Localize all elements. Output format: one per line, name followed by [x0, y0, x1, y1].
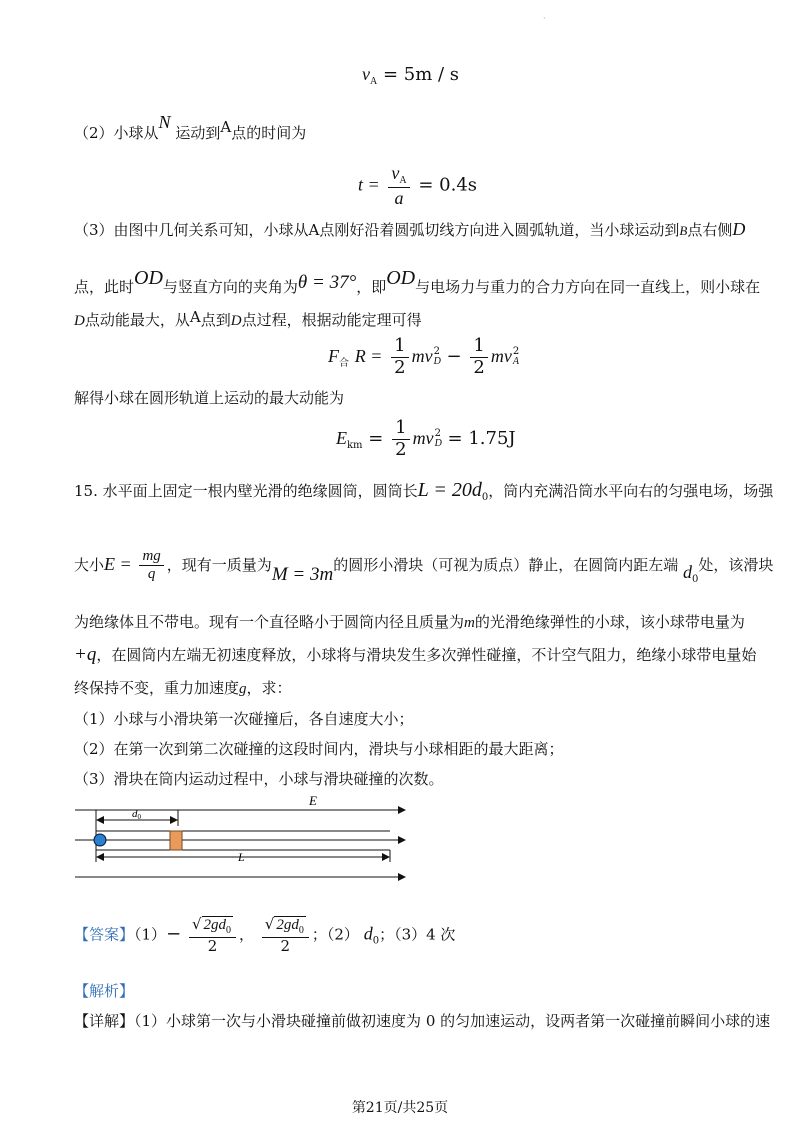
answer-neg: − [166, 923, 182, 945]
q15-line4 [74, 644, 756, 667]
frac-num: mg [139, 548, 163, 566]
frac-den: q [147, 566, 156, 583]
half-num: 1 [470, 336, 487, 358]
q15-text: 大小 [74, 555, 105, 574]
part3-theta: θ = 37° [297, 272, 357, 293]
q15-text: 的圆形小滑块（可视为质点）静止，在圆筒内距左端 [333, 555, 679, 574]
q15-text: 处，该滑块 [698, 555, 774, 574]
q15-m: m [464, 615, 475, 631]
E-label: E [309, 793, 317, 808]
q15-q: +q [74, 644, 97, 665]
q15-E-frac [139, 548, 163, 584]
q15-text: 的光滑绝缘弹性的小球，该小球带电量为 [474, 613, 745, 631]
L-label: L [238, 850, 245, 864]
sqrt-sub: 0 [226, 925, 231, 936]
page-footer: 第21页/共25页 [351, 1100, 449, 1116]
part2-N: N [158, 112, 171, 132]
analysis-tag: 【解析】 [74, 982, 135, 1000]
eq-energy-F-sub: 合 [339, 358, 349, 370]
eq-t-den: a [394, 187, 404, 208]
q15-text: ，求： [246, 679, 292, 697]
d0-label-sub: 0 [137, 813, 141, 821]
tube-figure [60, 790, 420, 890]
answer-d0-sub: 0 [372, 935, 380, 947]
sub-D: D [434, 438, 442, 450]
q15-g: g [239, 681, 247, 697]
eq-energy-mv: mv [411, 346, 433, 367]
answer-d0: d [363, 923, 373, 944]
sqrt-sub: 0 [298, 925, 304, 936]
part2-text1: （2）小球从 [74, 124, 159, 142]
part3-A: A [189, 308, 201, 326]
part3-text: 点动能最大，从 [84, 311, 190, 329]
eq-t-num: v [391, 163, 400, 183]
q15-L: L = 20d [417, 479, 482, 501]
corner-dot: · [543, 14, 546, 23]
q15-sub3: （3）滑块在筒内运动过程中，小球与滑块碰撞的次数。 [74, 770, 444, 788]
eq-t-num-sub: A [399, 175, 407, 186]
half-num: 1 [391, 336, 408, 358]
answer-semi: ； [311, 925, 327, 944]
part3-line1 [74, 219, 745, 241]
sup-2: 2 [433, 346, 440, 358]
sup-2: 2 [434, 428, 441, 440]
part3-text: 与竖直方向的夹角为 [162, 278, 298, 296]
q15-M: M = 3m [271, 563, 334, 585]
q15-text: ，在圆筒内左端无初速度释放，小球将与滑块发生多次弹性碰撞，不计空气阻力，绝缘小球带电量始 [96, 646, 757, 664]
part3-D: D [230, 313, 242, 329]
q15-sub2: （2）在第一次到第二次碰撞的这段时间内，滑块与小球相距的最大距离； [74, 740, 564, 758]
eq-energy-F: F [328, 346, 339, 367]
frac-den: 2 [207, 936, 218, 955]
eq-energy-R: R = [354, 346, 383, 367]
half-den: 2 [395, 438, 407, 460]
half-den: 2 [394, 356, 406, 378]
part3-line2 [74, 266, 761, 296]
eq-vA-sub: A [370, 76, 378, 87]
answer-part1: （1） [134, 925, 167, 944]
q15-text: 为绝缘体且不带电。现有一个直径略小于圆筒内径且质量为 [74, 613, 465, 631]
eq-vA-rhs: = 5m / s [382, 64, 460, 85]
detail-tag: 【详解】 [74, 1012, 135, 1030]
part3-line3 [74, 308, 422, 330]
q15-sub1: （1）小球与小滑块第一次碰撞后，各自速度大小； [74, 710, 414, 728]
eq-t-fraction [388, 163, 409, 208]
part3-OD: OD [134, 267, 163, 289]
sup-2: 2 [512, 346, 520, 358]
answer-line [74, 916, 455, 955]
equation-vA [362, 64, 459, 88]
q15-line5 [74, 679, 292, 698]
part3-text: 与电场力与重力的合力方向在同一直线上，则小球在 [415, 278, 761, 296]
q15-text: 终保持不变，重力加速度 [74, 679, 240, 697]
eq-vA-lhs: v [362, 64, 370, 84]
half-den: 2 [473, 356, 485, 378]
q15-text: ，现有一质量为 [166, 555, 272, 574]
part3-D: D [732, 219, 746, 239]
eq-ekm-mv: mv [412, 428, 434, 449]
answer-tag: 【答案】 [74, 925, 135, 944]
equation-ekm [336, 418, 516, 460]
q15-d0: d [682, 561, 692, 582]
q15-L-sub: 0 [481, 492, 489, 503]
q15-line3 [74, 613, 745, 632]
eq-ekm-E: E [336, 428, 347, 449]
part3-text: 点过程，根据动能定理可得 [241, 311, 422, 329]
eq-energy-half [391, 336, 408, 378]
answer-part3: ；（3）4 次 [379, 925, 456, 944]
eq-energy-half2 [470, 336, 487, 378]
q15-text: ，筒内充满沿筒水平向右的匀强电场，场强 [488, 482, 774, 500]
eq-energy-mv: mv [490, 346, 512, 367]
eq-energy-minus: − [446, 346, 462, 368]
q15-line1 [74, 478, 773, 504]
sqrt-expr: 2gd [203, 917, 226, 933]
answer-frac1: $\frac{√ 2gd_0}{2}$ [189, 916, 236, 955]
part3-D: D [74, 313, 85, 329]
part3-text: 点刚好沿着圆弧切线方向进入圆弧轨道，当小球运动到 [319, 221, 680, 239]
slider-block [170, 831, 182, 850]
part2-line [74, 112, 307, 144]
answer-comma: ， [239, 925, 255, 944]
charged-ball [94, 834, 106, 846]
part3-B: B [679, 223, 688, 238]
eq-t-rhs: = 0.4s [418, 174, 478, 196]
sub-A: A [512, 356, 519, 368]
sub-D: D [433, 356, 441, 368]
eq-ekm-eq: = [368, 428, 384, 450]
half-num: 1 [392, 418, 409, 440]
part3-text: 点右侧 [687, 221, 733, 239]
q15-E: E = [104, 553, 132, 574]
eq-ekm-half [392, 418, 409, 460]
eq-ekm-rhs: = 1.75J [447, 428, 516, 450]
answer-part2: （2） [326, 925, 359, 944]
part3-text: ，即 [356, 278, 387, 296]
d0-label-main: d [132, 808, 138, 820]
equation-t [358, 163, 477, 208]
sqrt-expr: 2gd [276, 917, 299, 933]
detail-text: （1）小球第一次与小滑块碰撞前做初速度为 0 的匀加速运动，设两者第一次碰撞前瞬间小球的速 [134, 1012, 771, 1030]
q15-line2 [74, 548, 773, 584]
q15-d0-sub: 0 [691, 573, 699, 585]
part3-A: A [308, 221, 320, 239]
eq-t-lhs: t = [358, 174, 380, 195]
part3-OD: OD [386, 267, 416, 289]
detail-line [74, 1012, 770, 1030]
part3-text: （3）由图中几何关系可知，小球从 [74, 221, 309, 239]
part2-text2: 运动到 [175, 124, 221, 142]
answer-frac2: $\frac{√ 2gd_0}{2}$ [262, 916, 309, 955]
frac-den: 2 [280, 936, 291, 955]
part2-A: A [220, 118, 232, 136]
part3-text: 点，此时 [74, 278, 135, 296]
eq-ekm-sub: km [347, 440, 363, 452]
part3-text: 点到 [200, 311, 231, 329]
solve-line: 解得小球在圆形轨道上运动的最大动能为 [74, 389, 345, 407]
part2-text3: 点的时间为 [231, 124, 307, 142]
q15-text: 15. 水平面上固定一根内壁光滑的绝缘圆筒，圆筒长 [74, 482, 418, 500]
equation-energy [328, 336, 519, 378]
